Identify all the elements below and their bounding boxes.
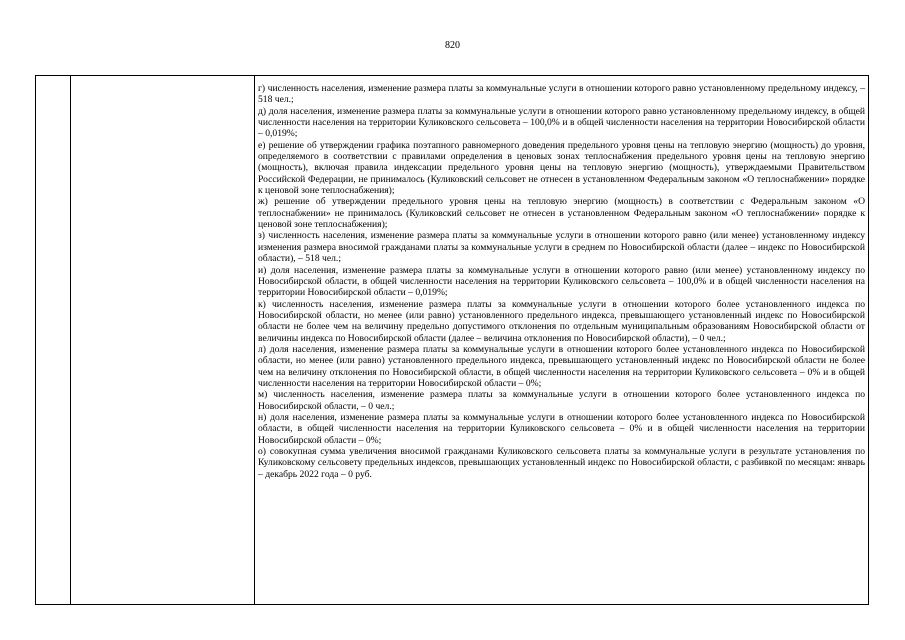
paragraph-i: и) доля населения, изменение размера платы за коммунальные услуги в отношении которого равно (или менее) установленному индексу по Новосибирской области, в общей численности населения на территории Куликовского сельсовета – 100,0% и в общей численности населения на территории Новосибирской области – 0,019%; — [258, 264, 865, 299]
column-divider-1 — [70, 76, 71, 604]
paragraph-d: д) доля населения, изменение размера платы за коммунальные услуги в отношении которого равно установленному предельному индексу, в общей численности населения на территории Куликовского сельсовета – 100,0% и в общей численности населения на территории Новосибирской области – 0,019%; — [258, 105, 865, 140]
paragraph-m: м) численность населения, изменение размера платы за коммунальные услуги в отношении которого более установленного индекса по Новосибирской области, – 0 чел.; — [258, 389, 865, 412]
document-table — [35, 75, 869, 605]
table-cell-text — [258, 83, 865, 480]
paragraph-o: о) совокупная сумма увеличения вносимой гражданами Куликовского сельсовета платы за коммунальные услуги в результате установления по Куликовскому сельсовету предельных индексов, превышающих установленный индекс по Новосибирской области, с разбивкой по месяцам: январь – декабрь 2022 года – 0 руб. — [258, 446, 865, 480]
paragraph-g: г) численность населения, изменение размера платы за коммунальные услуги в отношении которого равно установленному предельному индексу, – 518 чел.; — [258, 83, 865, 106]
column-divider-2 — [254, 76, 255, 604]
paragraph-k: к) численность населения, изменение размера платы за коммунальные услуги в отношении которого более установленного индекса по Новосибирской области, но менее (или равно) установленного предельного индекса, превышающего установленный индекс по Новосибирской области не более чем на величину предельно допустимого отклонения по отдельным муниципальным образованиям Новосибирской области от величины индекса по Новосибирской области (далее – величина отклонения по Новосибирской области), – 0 чел.; — [258, 298, 865, 344]
paragraph-l: л) доля населения, изменение размера платы за коммунальные услуги в отношении которого более установленного индекса по Новосибирской области, но менее (или равно) установленного предельного индекса, превышающего установленный индекс по Новосибирской области не более чем на величину отклонения по Новосибирской области, в общей численности населения на территории Куликовского сельсовета – 0% и в общей численности населения на территории Новосибирской области – 0%; — [258, 343, 865, 389]
paragraph-e: е) решение об утверждении графика поэтапного равномерного доведения предельного уровня цены на тепловую энергию (мощность) до уровня, определяемого в соответствии с правилами определения в ценовых зонах теплоснабжения предельного уровня цены на тепловую энергию (мощность), включая правила индексации предельного уровня цены на тепловую энергию (мощность), утверждаемыми Правительством Российской Федерации, не принималось (Куликовский сельсовет не отнесен в установленном Федеральным законом «О теплоснабжении» порядке к ценовой зоне теплоснабжения); — [258, 139, 865, 197]
paragraph-zh: ж) решение об утверждении предельного уровня цены на тепловую энергию (мощность) в соответствии с Федеральным законом «О теплоснабжении» не принималось (Куликовский сельсовет не отнесен в установленном Федеральным законом «О теплоснабжении» порядке к ценовой зоне теплоснабжения); — [258, 196, 865, 231]
page-number: 820 — [445, 40, 460, 51]
paragraph-n: н) доля населения, изменение размера платы за коммунальные услуги в отношении которого более установленного индекса по Новосибирской области, в общей численности населения на территории Куликовского сельсовета – 0% и в общей численности населения на территории Новосибирской области – 0%; — [258, 411, 865, 446]
paragraph-z: з) численность населения, изменение размера платы за коммунальные услуги в отношении которого равно (или менее) установленному индексу изменения размера вносимой гражданами платы за коммунальные услуги в среднем по Новосибирской области (далее – индекс по Новосибирской области), – 518 чел.; — [258, 230, 865, 265]
